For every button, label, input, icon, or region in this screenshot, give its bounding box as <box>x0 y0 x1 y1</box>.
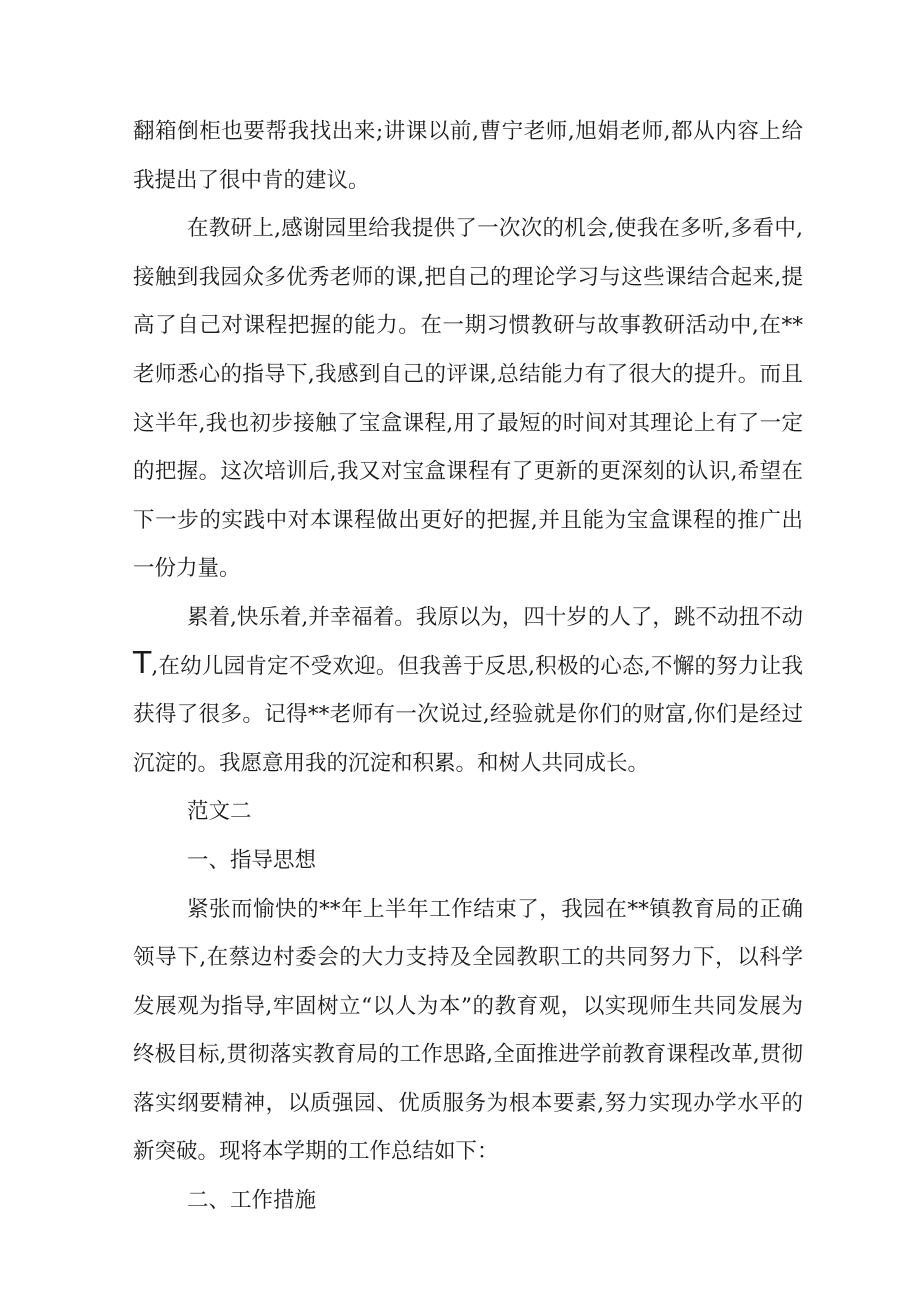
paragraph-semester-summary: 紧张而愉快的**年上半年工作结束了，我园在**镇教育局的正确领导下,在蔡边村委会的大力支持及全园教职工的共同努力下，以科学发展观为指导,牢固树立“以人为本”的教育观，以实现师生共同发展为终极目标,贯彻落实教育局的工作思路,全面推进学前教育课程改革,贯彻落实纲要精神，以质强园、优质服务为根本要素,努力实现办学水平的新突破。现将本学期的工作总结如下： <box>133 896 803 1165</box>
section-heading-sample-two: 范文二 <box>187 799 252 825</box>
paragraph-teaching-research: 在教研上,感谢园里给我提供了一次次的机会,使我在多听,多看中,接触到我园众多优秀老师的课,把自己的理论学习与这些课结合起来,提高了自己对课程把握的能力。在一期习惯教研与故事教研活动中,在**老师悉心的指导下,我感到自己的评课,总结能力有了很大的提升。而且这半年,我也初步接触了宝盒课程,用了最短的时间对其理论上有了一定的把握。这次培训后,我又对宝盒课程有了更新的更深刻的认识,希望在下一步的实践中对本课程做出更好的把握,并且能为宝盒课程的推广出一份力量。 <box>133 216 803 582</box>
paragraph-reflection-part-b: ,在幼儿园肯定不受欢迎。但我善于反思,积极的心态,不懈的努力让我获得了很多。记得**老师有一次说过,经验就是你们的财富,你们是经过沉淀的。我愿意用我的沉淀和积累。和树人共同成长。 <box>133 653 803 776</box>
paragraph-reflection-part-a: 累着,快乐着,并幸福着。我原以为，四十岁的人了，跳不动扭不动 <box>187 604 803 630</box>
paragraph-reflection <box>133 594 803 788</box>
section-heading-guiding-ideology: 一、指导思想 <box>187 847 317 873</box>
large-letter-t: T <box>133 645 152 681</box>
section-heading-work-measures: 二、工作措施 <box>187 1188 317 1214</box>
paragraph-continuation: 翻箱倒柜也要帮我找出来;讲课以前,曹宁老师,旭娟老师,都从内容上给我提出了很中肯的建议。 <box>133 119 803 193</box>
document-body <box>133 108 803 1226</box>
